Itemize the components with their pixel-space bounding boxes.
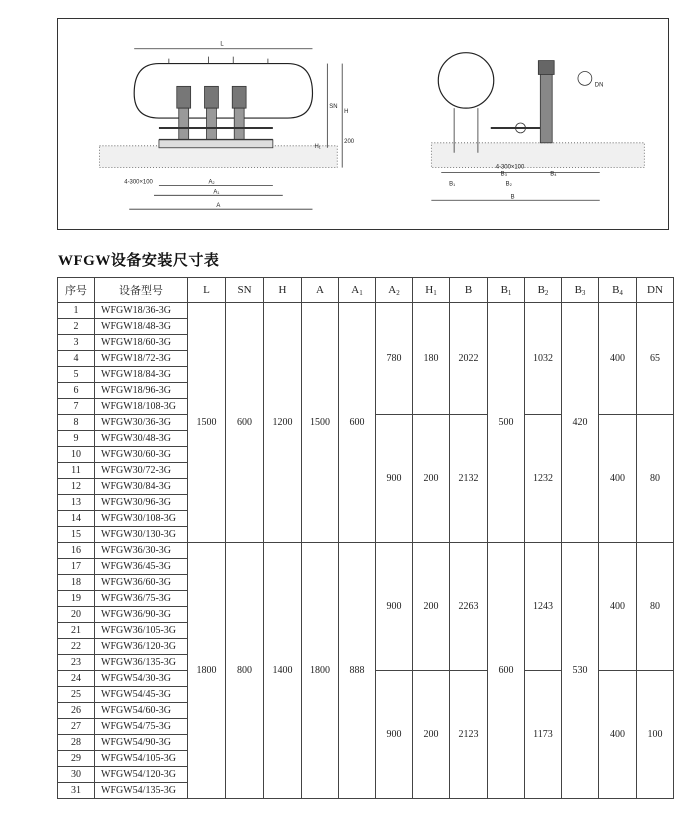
svg-text:4-300×100: 4-300×100: [495, 164, 525, 171]
table-row: 18 WFGW36/60-3G: [58, 575, 674, 591]
table-row: 20 WFGW36/90-3G: [58, 607, 674, 623]
table-row: 16 WFGW36/30-3G 1800 800 1400 1800 888 900 200 2263 600 1243 530 400 80: [58, 543, 674, 559]
table-row: 2 WFGW18/48-3G: [58, 319, 674, 335]
svg-text:H: H: [344, 109, 349, 116]
table-row: 13 WFGW30/96-3G: [58, 495, 674, 511]
table-header-row: [58, 278, 674, 303]
dim-L-label: L: [220, 41, 224, 48]
table-row: 22 WFGW36/120-3G: [58, 639, 674, 655]
table-row: 12 WFGW30/84-3G: [58, 479, 674, 495]
header-A2: $A_2$: [376, 278, 413, 303]
svg-text:SN: SN: [329, 104, 338, 111]
table-row: 24 WFGW54/30-3G 900 200 2123 1173 400 100: [58, 671, 674, 687]
header-B: B: [450, 278, 488, 303]
table-row: 5 WFGW18/84-3G: [58, 367, 674, 383]
svg-text:A: A: [216, 203, 221, 210]
table-row: 11 WFGW30/72-3G: [58, 463, 674, 479]
svg-text:B₄: B₄: [550, 171, 557, 178]
table-row: 30 WFGW54/120-3G: [58, 767, 674, 783]
header-L: L: [188, 278, 226, 303]
table-row: 25 WFGW54/45-3G: [58, 687, 674, 703]
table-row: 17 WFGW36/45-3G: [58, 559, 674, 575]
table-row: 10 WFGW30/60-3G: [58, 447, 674, 463]
table-row: 4 WFGW18/72-3G: [58, 351, 674, 367]
svg-text:A₂: A₂: [208, 179, 215, 186]
table-row: 1 WFGW18/36-3G 1500 600 1200 1500 600 780 180 2022 500 1032 420 400 65: [58, 303, 674, 319]
header-B4: $B_4$: [599, 278, 637, 303]
header-H1: $H_1$: [413, 278, 450, 303]
header-no: 序号: [58, 278, 95, 303]
svg-text:B₂: B₂: [505, 181, 512, 188]
table-row: 31 WFGW54/135-3G: [58, 783, 674, 799]
table-row: 6 WFGW18/96-3G: [58, 383, 674, 399]
svg-text:B₃: B₃: [500, 171, 508, 178]
table-row: 23 WFGW36/135-3G: [58, 655, 674, 671]
table-row: 27 WFGW54/75-3G: [58, 719, 674, 735]
table-row: 14 WFGW30/108-3G: [58, 511, 674, 527]
header-A: A: [302, 278, 339, 303]
table-row: 19 WFGW36/75-3G: [58, 591, 674, 607]
header-B1: $B_1$: [488, 278, 525, 303]
table-row: 21 WFGW36/105-3G: [58, 623, 674, 639]
installation-dimension-table: [57, 277, 674, 799]
header-model: 设备型号: [95, 278, 188, 303]
table-row: 26 WFGW54/60-3G: [58, 703, 674, 719]
front-view: [100, 42, 355, 209]
header-A1: $A_1$: [339, 278, 376, 303]
header-H: H: [264, 278, 302, 303]
svg-text:4-300×100: 4-300×100: [124, 179, 153, 186]
header-B3: $B_3$: [562, 278, 599, 303]
side-view: [431, 53, 644, 201]
table-row: 29 WFGW54/105-3G: [58, 751, 674, 767]
header-DN: DN: [637, 278, 674, 303]
table-title: WFGW设备安装尺寸表: [58, 253, 220, 269]
table-row: 3 WFGW18/60-3G: [58, 335, 674, 351]
svg-text:B₁: B₁: [449, 181, 456, 188]
table-row: 8 WFGW30/36-3G 900 200 2132 1232 400 80: [58, 415, 674, 431]
svg-text:200: 200: [344, 138, 355, 145]
table-row: 15 WFGW30/130-3G: [58, 527, 674, 543]
svg-text:DN: DN: [594, 82, 604, 89]
table-row: 9 WFGW30/48-3G: [58, 431, 674, 447]
svg-text:B: B: [510, 194, 515, 201]
header-B2: $B_2$: [525, 278, 562, 303]
table-row: 7 WFGW18/108-3G: [58, 399, 674, 415]
table-row: 28 WFGW54/90-3G: [58, 735, 674, 751]
svg-text:H₁: H₁: [314, 143, 321, 150]
installation-drawing: [57, 18, 669, 230]
header-SN: SN: [226, 278, 264, 303]
svg-text:A₁: A₁: [213, 189, 220, 196]
